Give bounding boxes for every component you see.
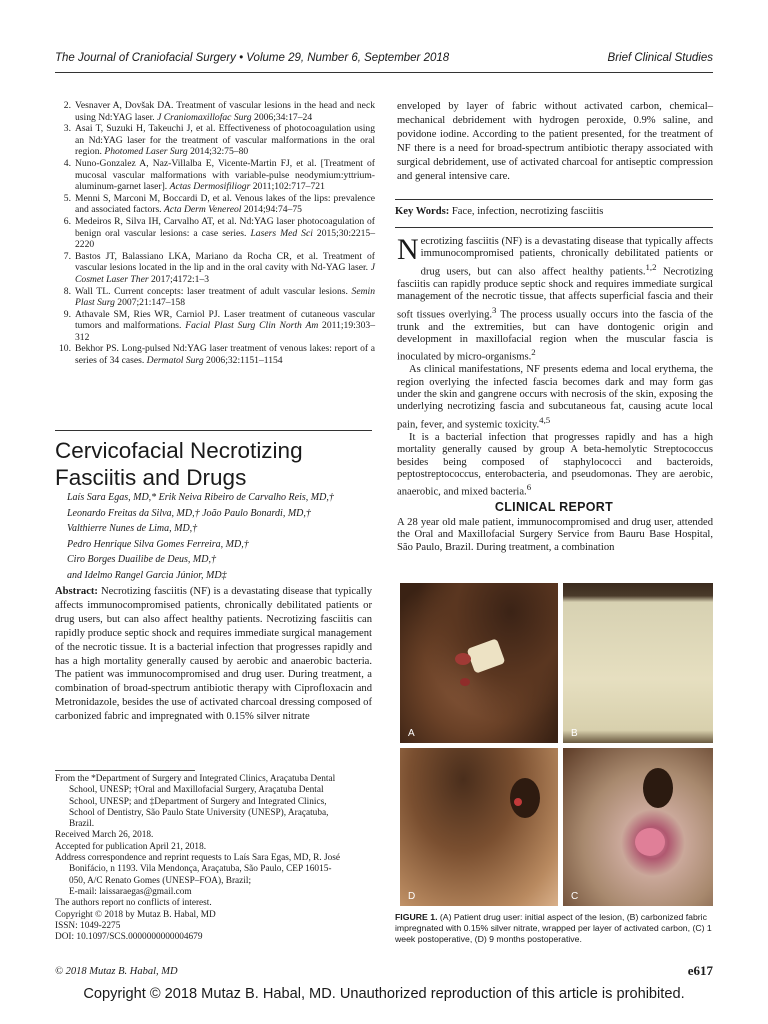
reference-journal: Semin Plast Surg (75, 285, 375, 309)
keywords-text: Face, infection, necrotizing fasciitis (451, 206, 604, 217)
intro-paragraph-3: It is a bacterial infection that progresses rapidly and has a high mortality generally caused by group A beta-hemolytic Streptococcus besides being composed of staphylococci and bacteroids, peptostreptococcus, enterobacteria, and pseudomonas. They are aerobic, anaerobic, and mixed bacteria.$^6$ (397, 431, 713, 498)
conflict-statement: The authors report no conflicts of interest. (55, 898, 212, 909)
keywords-rule-bottom (395, 227, 713, 228)
section-name: Brief Clinical Studies (607, 52, 713, 64)
figure-panel-b (563, 583, 713, 743)
reference-number: 7. (63, 250, 71, 262)
reference-item (55, 123, 375, 158)
affiliation-line: School of Dentistry, São Paulo State University (UNESP), Araçatuba, (69, 807, 329, 818)
reference-journal: Photomed Laser Surg (104, 146, 188, 158)
figure-panel-a (400, 583, 558, 743)
reference-item (55, 100, 375, 123)
article-title (55, 437, 375, 491)
reference-text: Wall TL. Current concepts: laser treatment of adult vascular lesions. Semin Plast Surg 2007;21:147–158 (75, 285, 375, 309)
figure-caption (395, 912, 713, 944)
abstract-text: Necrotizing fasciitis (NF) is a devastating disease that typically affects immunocompromised patients, chronically debilitated patients or drug users, but can also affect healthy patients. Necrotizing fasciitis can rapidly produce septic shock and requires immediate surgical management of the necrotic tissue. It is a bacterial infection that progresses rapidly and has a high mortality generally caused by aerobic and anaerobic bacteria. The patient was immunocompromised and drug user. During treatment, a combination of broad-spectrum antibiotic therapy with Ciprofloxacin and Metronidazole, besides the use of activated charcoal dressing composed of carbonized fabric and impregnated with 0.15% silver nitrate (55, 586, 372, 723)
journal-citation: The Journal of Craniofacial Surgery • Volume 29, Number 6, September 2018 (55, 52, 450, 64)
author-list (67, 490, 372, 584)
correspondence: Address correspondence and reprint requests to Laís Sara Egas, MD, R. José (55, 853, 341, 864)
correspondence: Bonifácio, n 1193. Vila Mendonça, Araçatuba, São Paulo, CEP 16015- (69, 864, 332, 875)
reference-journal: J Cosmet Laser Ther (75, 262, 375, 285)
keywords (395, 206, 713, 217)
copyright-notice: Copyright © 2018 Mutaz B. Habal, MD. Unauthorized reproduction of this article is prohibited. (83, 986, 685, 1002)
title-line-2: Fasciitis and Drugs (55, 465, 247, 490)
correspondence: 050, A/C Renato Gomes (UNESP–FOA), Brazil; (69, 875, 252, 886)
email: E-mail: laissaraegas@gmail.com (69, 886, 192, 897)
affiliations (55, 774, 375, 943)
reference-number: 5. (63, 192, 71, 204)
title-rule (55, 430, 372, 431)
reference-text: Bastos JT, Balassiano LKA, Mariano da Rocha CR, et al. Treatment of vascular lesions located in the lip and in the oral cavity with Nd-YAG laser. J Cosmet Laser Ther 2017;4172:1–3 (75, 250, 375, 285)
affiliation-line: From the *Department of Surgery and Integrated Clinics, Araçatuba Dental (55, 774, 336, 784)
reference-number: 4. (63, 157, 71, 169)
caption-text: (A) Patient drug user: initial aspect of the lesion, (B) carbonized fabric impregnated with 0.15% silver nitrate, wrapped per layer of activated carbon, (C) 1 week postoperative, (D) 9 months postoperative. (395, 912, 712, 944)
reference-text: Nuno-Gonzalez A, Naz-Villalba E, Vicente-Martin FJ, et al. [Treatment of mucosal vascular malformations with variable-pulse neodymium:yttrium-aluminum-garnet laser]. Actas Dermosifiliogr 2011;102:717–721 (75, 157, 375, 193)
author-line: Pedro Henrique Silva Gomes Ferreira, MD,† (67, 538, 249, 550)
reference-item (55, 309, 375, 344)
keywords-label: Key Words: (395, 206, 450, 217)
reference-number: 9. (63, 308, 71, 320)
issn: ISSN: 1049-2275 (55, 920, 121, 931)
clinical-report-text: A 28 year old male patient, immunocompromised and drug user, attended the Oral and Maxillofacial Surgery Service from Bauru Base Hospital, São Paulo, Brazil. During treatment, a combination (397, 517, 713, 553)
drop-cap: N (397, 233, 419, 266)
reference-item (55, 343, 375, 366)
intro-paragraph-1: Necrotizing fasciitis (NF) is a devastating disease that typically affects immunocompromised patients, chronically debilitated patients or drug users, but can also affect healthy patients.$^{1,2}$ Necrotizing fasciitis can rapidly produce septic shock and requires immediate surgical management of the necrotic tissue, that affects superficial fascia and their soft tissues overlying.$^3$ The process usually occurs into the fascia of the trunk and the extremities, but can have dontogenic origin and development in maxillofacial region when the muscular fascia is inoculated by micro-organisms.$^2$ (397, 233, 713, 363)
panel-label-c: C (571, 891, 579, 902)
page-number: e617 (687, 963, 713, 978)
reference-journal: J Craniomaxillofac Surg (157, 111, 252, 123)
running-header (55, 52, 713, 70)
panel-label-a: A (408, 728, 415, 739)
abstract-continued: enveloped by layer of fabric without activated carbon, chemical–mechanical debridement with hydrogen peroxide, 0.9% saline, and povidone iodine. According to the patient presented, for the treatment of NF there is a need for broad-spectrum antibiotic therapy associated with surgical debridement, use of activated charcoal for antiseptic compression and general intensive care. (397, 101, 713, 182)
affiliation-line: School, UNESP; †Oral and Maxillofacial Surgery, Araçatuba Dental (69, 785, 324, 796)
abstract-label: Abstract: (55, 586, 98, 597)
keywords-rule-top (395, 199, 713, 200)
reference-text: Asai T, Suzuki H, Takeuchi J, et al. Effectiveness of photocoagulation using an Nd:YAG laser for the treatment of vascular malformations in the oral region. Photomed Laser Surg 2014;32:75–80 (75, 123, 375, 158)
reference-number: 8. (63, 285, 71, 297)
reference-text: Medeiros R, Silva IH, Carvalho AT, et al. Nd:YAG laser photocoagulation of benign oral vascular lesions: a case series. Lasers Med Sci 2015;30:2215–2220 (75, 215, 376, 251)
reference-item (55, 286, 375, 309)
author-line: Ciro Borges Duailibe de Deus, MD,† (67, 554, 216, 566)
affiliation-line: Brazil. (69, 819, 95, 830)
footnote-rule (55, 770, 195, 771)
section-heading-clinical-report: CLINICAL REPORT (494, 500, 614, 514)
received-date: Received March 26, 2018. (55, 830, 154, 841)
copyright-line: Copyright © 2018 by Mutaz B. Habal, MD (55, 909, 216, 920)
reference-item (55, 158, 375, 193)
figure-panel-d (400, 748, 558, 906)
figure-panel-c (563, 748, 713, 906)
reference-journal: Facial Plast Surg Clin North Am (185, 320, 319, 332)
reference-text: Athavale SM, Ries WR, Carniol PJ. Laser treatment of cutaneous vascular tumors and malformations. Facial Plast Surg Clin North Am 2011;19:303–312 (75, 308, 375, 343)
affiliation-line: School, UNESP; and ‡Department of Surgery and Integrated Clinics, (69, 796, 327, 807)
reference-text: Menni S, Marconi M, Boccardi D, et al. Venous lakes of the lips: prevalence and associated factors. Acta Derm Venereol 2014;94:74–75 (75, 192, 375, 216)
title-line-1: Cervicofacial Necrotizing (55, 438, 303, 463)
author-line: Laís Sara Egas, MD,* Erik Neiva Ribeiro de Carvalho Reis, MD,† (67, 492, 334, 503)
abstract (55, 585, 372, 724)
introduction (397, 233, 713, 499)
panel-label-b: B (571, 728, 578, 739)
reference-journal: Acta Derm Venereol (163, 204, 242, 216)
doi: DOI: 10.1097/SCS.0000000000004679 (55, 932, 203, 943)
accepted-date: Accepted for publication April 21, 2018. (55, 841, 207, 852)
reference-number: 10. (59, 343, 71, 355)
caption-label: FIGURE 1. (395, 912, 438, 922)
reference-journal: Lasers Med Sci (250, 227, 313, 239)
author-line: Leonardo Freitas da Silva, MD,† João Paulo Bonardi, MD,† (67, 507, 311, 519)
reference-number: 6. (63, 215, 71, 227)
reference-text: Vesnaver A, Dovšak DA. Treatment of vascular lesions in the head and neck using Nd:YAG laser. J Craniomaxillofac Surg 2006;34:17–24 (75, 100, 375, 123)
author-line: Valthierre Nunes de Lima, MD,† (67, 523, 198, 535)
reference-number: 3. (63, 123, 71, 135)
reference-journal: Actas Dermosifiliogr (169, 181, 251, 193)
intro-paragraph-2: As clinical manifestations, NF presents edema and local erythema, the region overlying the infected fascia becomes dark and may form gas under the skin and gangrene occurs with necrosis of the skin, exposing the underlying necrotizing fascia and subcutaneous fat, causing acute local pain, fever, and systemic toxicity.$^{4,5}$ (397, 364, 713, 431)
reference-item (55, 193, 375, 216)
reference-item (55, 251, 375, 286)
reference-number: 2. (63, 100, 71, 111)
reference-journal: Dermatol Surg (146, 355, 204, 367)
reference-text: Bekhor PS. Long-pulsed Nd:YAG laser treatment of venous lakes: report of a series of 34 cases. Dermatol Surg 2006;32:1151–1154 (75, 343, 375, 367)
author-line: and Idelmo Rangel Garcia Júnior, MD‡ (67, 569, 227, 581)
panel-label-d: D (408, 891, 416, 902)
footer-copyright: © 2018 Mutaz B. Habal, MD (55, 966, 178, 977)
header-rule (55, 72, 713, 73)
reference-item (55, 216, 375, 251)
reference-list (55, 100, 375, 367)
